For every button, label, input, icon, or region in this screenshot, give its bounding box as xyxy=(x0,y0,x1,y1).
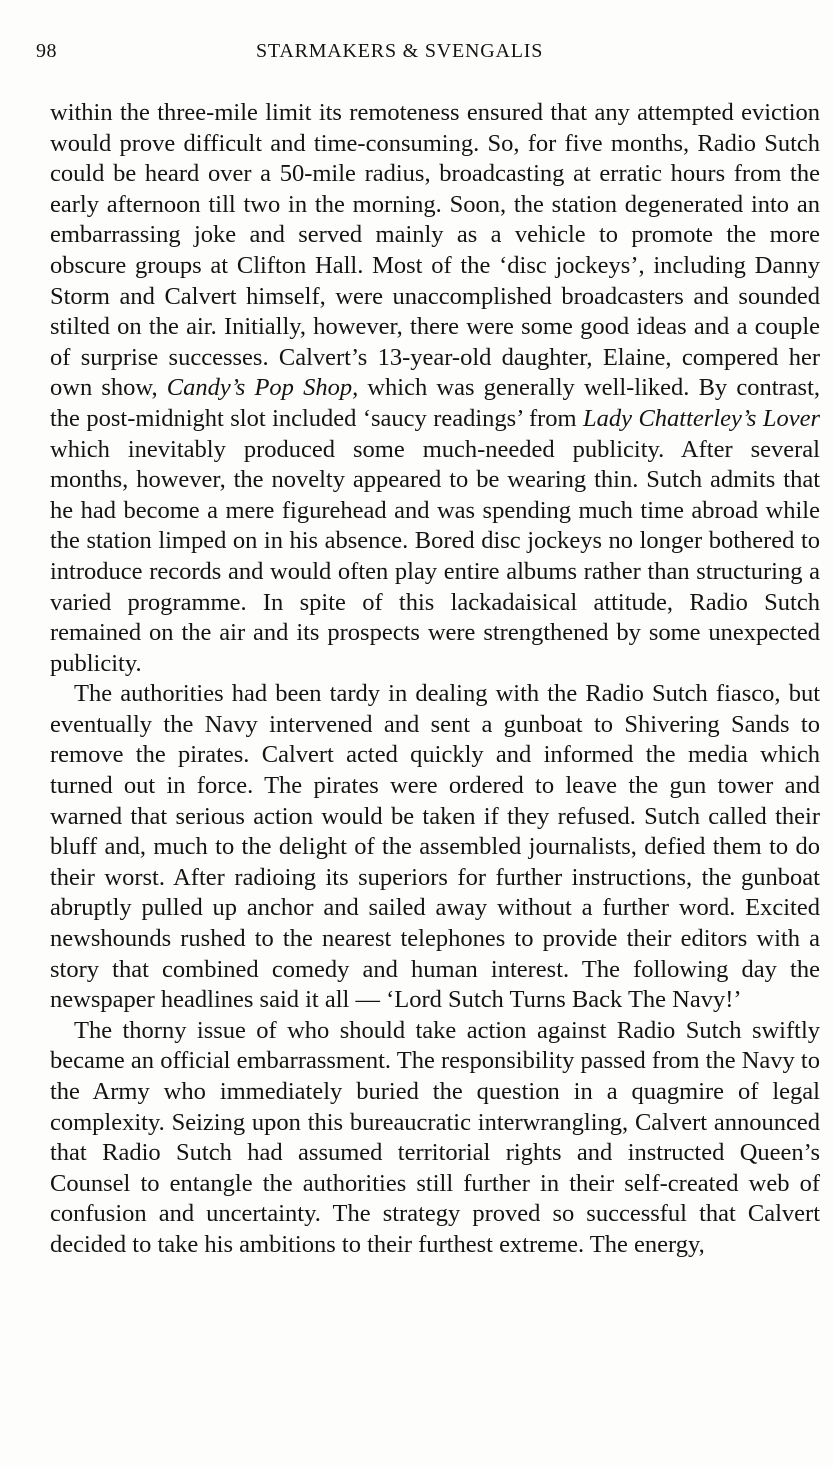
running-title: STARMAKERS & SVENGALIS xyxy=(256,40,544,62)
italic-title: Candy’s Pop Shop, xyxy=(166,374,359,402)
paragraph-text: which inevitably produced some much-needed publicity. After several months, however, the novelty appeared to be wearing thin. Sutch admits that he had become a mere figurehead and was spending much time abroad while the station limped on in his absence. Bored disc jockeys no longer bothered to introduce records and would often play entire albums rather than structuring a varied programme. In spite of this lackadaisical attitude, Radio Sutch remained on the air and its prospects were strengthened by some unexpected publicity. xyxy=(50,435,820,677)
body-text xyxy=(50,98,820,1261)
paragraph-text: which was generally well-liked. By contrast, the post-midnight slot included ‘saucy readings’ from xyxy=(50,374,820,432)
paragraph-text: The authorities had been tardy in dealing with the Radio Sutch fiasco, but eventually the Navy intervened and sent a gunboat to Shivering Sands to remove the pirates. Calvert acted quickly and informed the media which turned out in force. The pirates were ordered to leave the gun tower and warned that serious action would be taken if they refused. Sutch called their bluff and, much to the delight of the assembled journalists, defied them to do their worst. After radioing its superiors for further instructions, the gunboat abruptly pulled up anchor and sailed away without a further word. Excited newshounds rushed to the nearest telephones to provide their editors with a story that combined comedy and human interest. The following day the newspaper headlines said it all — ‘Lord Sutch Turns Back The Navy!’ xyxy=(50,680,820,1014)
paragraph-text: within the three-mile limit its remoteness ensured that any attempted eviction would prove difficult and time-consuming. So, for five months, Radio Sutch could be heard over a 50-mile radius, broadcasting at erratic hours from the early afternoon till two in the morning. Soon, the station degenerated into an embarrassing joke and served mainly as a vehicle to promote the more obscure groups at Clifton Hall. Most of the ‘disc jockeys’, including Danny Storm and Calvert himself, were unaccomplished broadcasters and sounded stilted on the air. Initially, however, there were some good ideas and a couple of surprise successes. Calvert’s 13-year-old daughter, Elaine, compered her own show, xyxy=(50,99,820,402)
italic-title: Lady Chatterley’s Lover xyxy=(583,404,820,432)
page-number: 98 xyxy=(36,40,57,62)
paragraph xyxy=(50,98,820,679)
running-head xyxy=(36,40,794,70)
paragraph xyxy=(50,1016,820,1261)
paragraph xyxy=(50,679,820,1016)
paragraph-text: The thorny issue of who should take action against Radio Sutch swiftly became an official embarrassment. The responsibility passed from the Navy to the Army who immediately buried the question in a quagmire of legal complexity. Seizing upon this bureaucratic interwrangling, Calvert announced that Radio Sutch had assumed territorial rights and instructed Queen’s Counsel to entangle the authorities still further in their self-created web of confusion and uncertainty. The strategy proved so successful that Calvert decided to take his ambitions to their furthest extreme. The energy, xyxy=(50,1016,820,1258)
